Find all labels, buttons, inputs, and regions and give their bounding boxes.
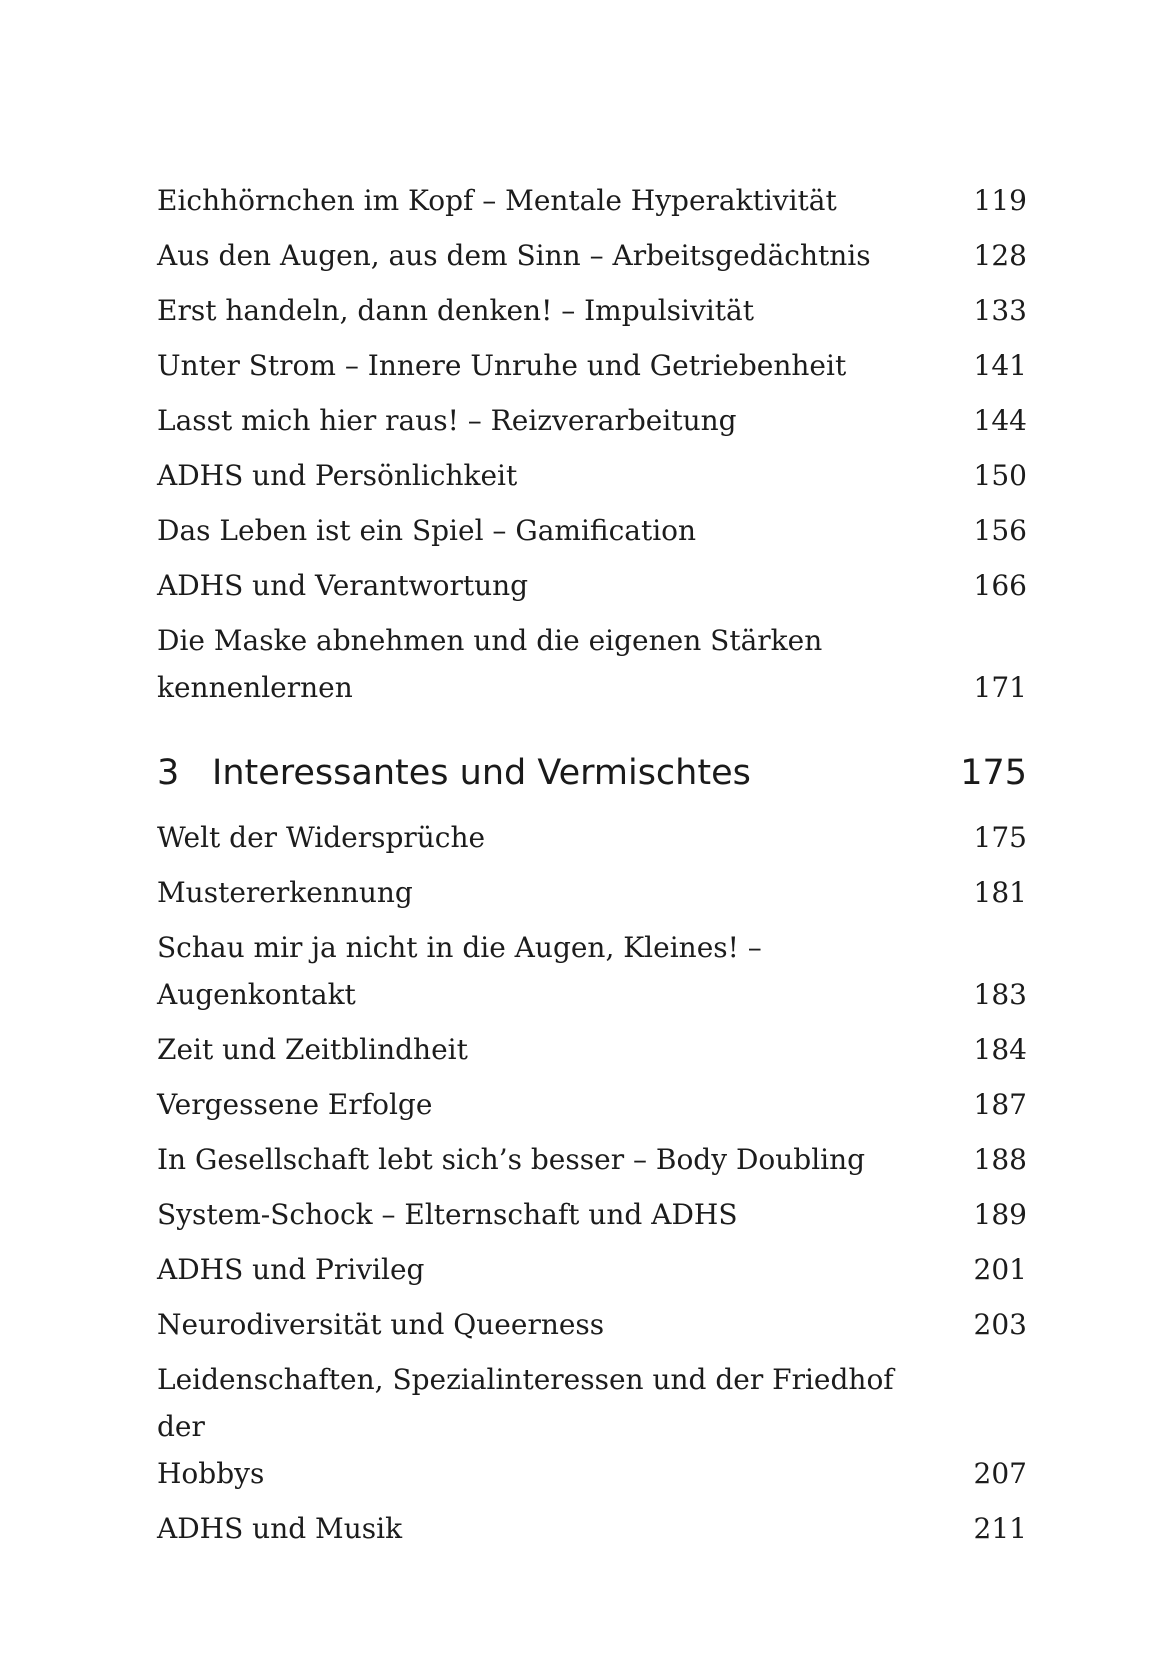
toc-entry-title: Aus den Augen, aus dem Sinn – Arbeitsgedächtnis xyxy=(157,239,871,272)
toc-entry xyxy=(157,1191,1027,1238)
toc-entry-page: 156 xyxy=(973,514,1027,547)
toc-entry-title: In Gesellschaft lebt sich’s besser – Body Doubling xyxy=(157,1143,866,1176)
toc-entry-title: ADHS und Privileg xyxy=(157,1253,425,1286)
toc-entry-page: 187 xyxy=(973,1088,1027,1121)
toc-entry xyxy=(157,562,1027,609)
toc-entry-title: System-Schock – Elternschaft und ADHS xyxy=(157,1198,738,1231)
toc-entry-page: 183 xyxy=(973,978,1027,1011)
toc-entry xyxy=(157,177,1027,224)
toc-entry-page: 181 xyxy=(973,876,1027,909)
toc-entry-page: 166 xyxy=(973,569,1027,602)
toc-entry-page: 189 xyxy=(973,1198,1027,1231)
toc-entry-page: 188 xyxy=(973,1143,1027,1176)
chapter-title-text: Interessantes und Vermischtes xyxy=(212,753,751,793)
toc-entry xyxy=(157,1246,1027,1293)
toc-entry xyxy=(157,397,1027,444)
toc-entry xyxy=(157,1026,1027,1073)
toc-entry-title: ADHS und Verantwortung xyxy=(157,569,529,602)
toc-entry-title: Welt der Widersprüche xyxy=(157,821,486,854)
toc-entry xyxy=(157,452,1027,499)
table-of-contents xyxy=(157,177,1027,1560)
toc-entry xyxy=(157,287,1027,334)
toc-entry-title: Das Leben ist ein Spiel – Gamification xyxy=(157,514,697,547)
toc-entry-title: Neurodiversität und Queerness xyxy=(157,1308,605,1341)
toc-entry-page: 119 xyxy=(973,184,1027,217)
toc-entry-page: 141 xyxy=(973,349,1027,382)
toc-entry xyxy=(157,869,1027,916)
toc-entry-title: Vergessene Erfolge xyxy=(157,1088,433,1121)
toc-entry-page: 128 xyxy=(973,239,1027,272)
toc-entry-title: Zeit und Zeitblindheit xyxy=(157,1033,468,1066)
toc-entry-page: 150 xyxy=(973,459,1027,492)
toc-entry-title: Erst handeln, dann denken! – Impulsivität xyxy=(157,294,754,327)
toc-entry-page: 207 xyxy=(973,1457,1027,1490)
toc-entry-title-line: Leidenschaften, Spezialinteressen und der Friedhof der xyxy=(157,1363,894,1443)
toc-entry xyxy=(157,232,1027,279)
chapter-title xyxy=(157,753,751,793)
toc-entry xyxy=(157,1301,1027,1348)
toc-entry-title-line: Die Maske abnehmen und die eigenen Stärken xyxy=(157,624,823,657)
toc-entry-page: 211 xyxy=(973,1512,1027,1545)
toc-entry-title-line: Hobbys xyxy=(157,1457,265,1490)
toc-entry-title: Eichhörnchen im Kopf – Mentale Hyperaktivität xyxy=(157,184,837,217)
toc-entry-page: 184 xyxy=(973,1033,1027,1066)
toc-entry xyxy=(157,507,1027,554)
toc-entry-title: ADHS und Persönlichkeit xyxy=(157,459,518,492)
toc-entry xyxy=(157,1356,1027,1497)
toc-entry-page: 201 xyxy=(973,1253,1027,1286)
toc-entry xyxy=(157,814,1027,861)
toc-entry-title xyxy=(157,1356,967,1497)
toc-entry-title: Unter Strom – Innere Unruhe und Getriebenheit xyxy=(157,349,847,382)
toc-entry xyxy=(157,1505,1027,1552)
toc-entry xyxy=(157,1081,1027,1128)
toc-entry-page: 171 xyxy=(973,671,1027,704)
chapter-heading xyxy=(157,753,1027,793)
toc-entry xyxy=(157,924,1027,1018)
toc-entry-page: 175 xyxy=(973,821,1027,854)
toc-entry xyxy=(157,342,1027,389)
chapter-page: 175 xyxy=(960,753,1027,793)
toc-entry-page: 203 xyxy=(973,1308,1027,1341)
toc-entry-title: Lasst mich hier raus! – Reizverarbeitung xyxy=(157,404,737,437)
toc-entry-title: Schau mir ja nicht in die Augen, Kleines! – Augenkontakt xyxy=(157,931,762,1011)
toc-entry-title: Mustererkennung xyxy=(157,876,413,909)
toc-entry-page: 133 xyxy=(973,294,1027,327)
toc-entry-title: ADHS und Musik xyxy=(157,1512,403,1545)
toc-entry-title-line: kennenlernen xyxy=(157,671,353,704)
chapter-number: 3 xyxy=(157,753,180,793)
toc-entry-title xyxy=(157,617,967,711)
toc-entry-page: 144 xyxy=(973,404,1027,437)
toc-entry xyxy=(157,1136,1027,1183)
toc-entry xyxy=(157,617,1027,711)
